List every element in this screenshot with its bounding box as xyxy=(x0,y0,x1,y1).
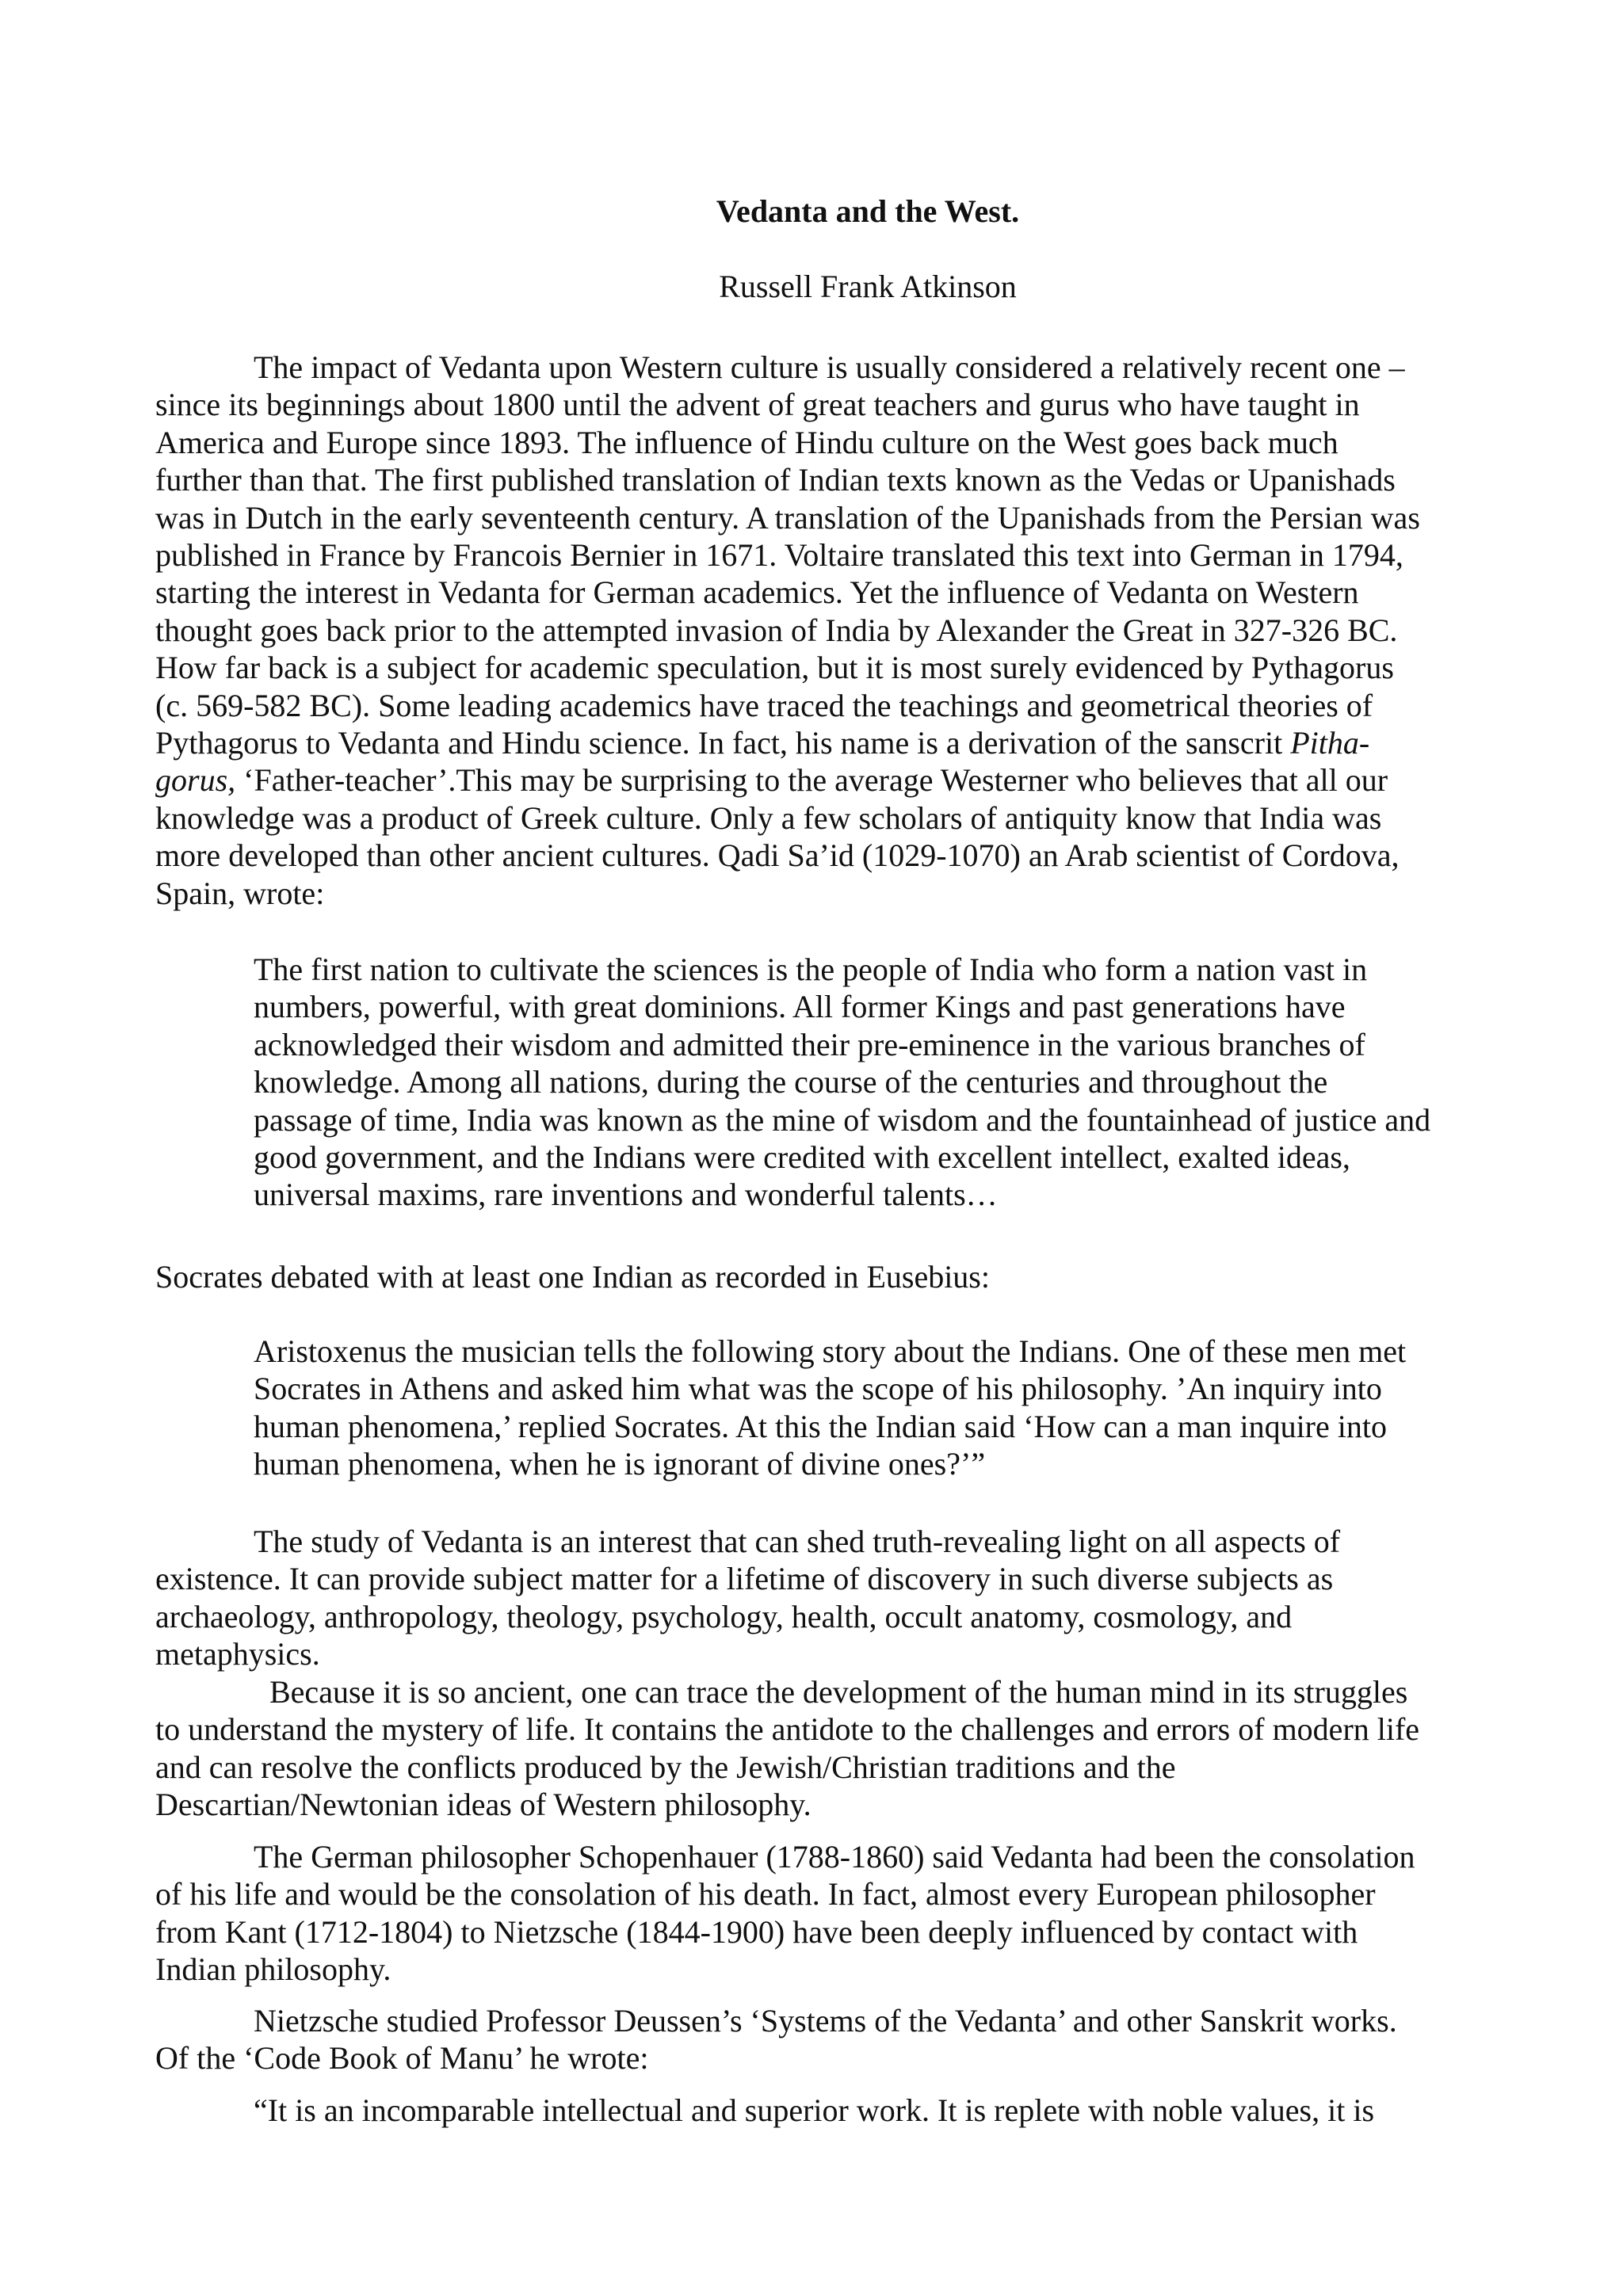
text-line: Of the ‘Code Book of Manu’ he wrote: xyxy=(155,2040,649,2077)
quote-line: knowledge. Among all nations, during the course of the centuries and throughout the xyxy=(254,1064,1328,1100)
paragraph-intro xyxy=(155,349,1487,912)
text-line: published in France by Francois Bernier in 1671. Voltaire translated this text into German in 1794, xyxy=(155,537,1403,574)
text-line: knowledge was a product of Greek culture. Only a few scholars of antiquity know that India was xyxy=(155,799,1382,836)
text-line: from Kant (1712-1804) to Nietzsche (1844-1900) have been deeply influenced by contact with xyxy=(155,1913,1358,1950)
text-line: America and Europe since 1893. The influence of Hindu culture on the West goes back much xyxy=(155,424,1338,460)
text-line xyxy=(155,761,1487,799)
text-line: The impact of Vedanta upon Western culture is usually considered a relatively recent one – xyxy=(254,349,1405,385)
text-line: to understand the mystery of life. It contains the antidote to the challenges and errors of modern life xyxy=(155,1711,1420,1748)
text-run: ‘Father-teacher’.This may be surprising to the average Westerner who believes that all our xyxy=(235,762,1388,799)
text-line: of his life and would be the consolation of his death. In fact, almost every European philosopher xyxy=(155,1876,1376,1913)
text-line: Nietzsche studied Professor Deussen’s ‘Systems of the Vedanta’ and other Sanskrit works. xyxy=(254,2003,1397,2039)
text-line: archaeology, anthropology, theology, psychology, health, occult anatomy, cosmology, and xyxy=(155,1598,1293,1634)
text-line: (c. 569-582 BC). Some leading academics have traced the teachings and geometrical theories of xyxy=(155,687,1373,723)
quote-line: passage of time, India was known as the mine of wisdom and the fountainhead of justice and xyxy=(254,1101,1431,1138)
text-line: thought goes back prior to the attempted invasion of India by Alexander the Great in 327-326 BC. xyxy=(155,612,1398,648)
quote-line: acknowledged their wisdom and admitted their pre-eminence in the various branches of xyxy=(254,1026,1365,1062)
quote-line: Socrates in Athens and asked him what was the scope of his philosophy. ’An inquiry into xyxy=(254,1371,1382,1407)
text-line xyxy=(155,724,1487,761)
text-line: How far back is a subject for academic speculation, but it is most surely evidenced by Pythagorus xyxy=(155,650,1394,686)
text-line: “It is an incomparable intellectual and superior work. It is replete with noble values, it is xyxy=(254,2092,1375,2128)
text-line: The study of Vedanta is an interest that can shed truth-revealing light on all aspects of xyxy=(254,1524,1341,1559)
blockquote-qadi-said xyxy=(254,951,1522,1214)
paragraph-study-of-vedanta xyxy=(155,1523,1487,1673)
text-line: since its beginnings about 1800 until the advent of great teachers and gurus who have taught in xyxy=(155,387,1360,423)
quote-line: human phenomena, when he is ignorant of divine ones?’” xyxy=(254,1446,986,1482)
quote-line: human phenomena,’ replied Socrates. At this the Indian said ‘How can a man inquire into xyxy=(254,1408,1387,1444)
paragraph-ancient xyxy=(155,1673,1487,1824)
quote-line: numbers, powerful, with great dominions. All former Kings and past generations have xyxy=(254,989,1346,1025)
paragraph-schopenhauer xyxy=(155,1838,1487,1989)
quote-line: good government, and the Indians were credited with excellent intellect, exalted ideas, xyxy=(254,1139,1350,1176)
quote-line: Aristoxenus the musician tells the following story about the Indians. One of these men met xyxy=(254,1333,1407,1369)
document-author: Russell Frank Atkinson xyxy=(719,269,1017,304)
italic-term: Pitha- xyxy=(1290,725,1370,761)
quote-line: The first nation to cultivate the sciences is the people of India who form a nation vast in xyxy=(254,952,1368,987)
document-title: Vedanta and the West. xyxy=(716,193,1020,229)
text-line: was in Dutch in the early seventeenth century. A translation of the Upanishads from the Persian was xyxy=(155,499,1420,536)
paragraph-socrates-intro xyxy=(155,1258,1487,1295)
text-line: existence. It can provide subject matter for a lifetime of discovery in such diverse subjects as xyxy=(155,1561,1334,1597)
italic-term: gorus, xyxy=(155,762,236,799)
text-line: The German philosopher Schopenhauer (1788-1860) said Vedanta had been the consolation xyxy=(254,1839,1415,1875)
text-run: Pythagorus to Vedanta and Hindu science. In fact, his name is a derivation of the sanscrit xyxy=(155,725,1291,761)
paragraph-manu-quote xyxy=(155,2092,1487,2129)
paragraph-nietzsche xyxy=(155,2002,1487,2077)
quote-line: universal maxims, rare inventions and wonderful talents… xyxy=(254,1177,998,1213)
blockquote-aristoxenus xyxy=(254,1333,1522,1483)
text-line: Because it is so ancient, one can trace the development of the human mind in its struggles xyxy=(269,1674,1408,1710)
text-line: Indian philosophy. xyxy=(155,1951,391,1988)
text-line: Descartian/Newtonian ideas of Western philosophy. xyxy=(155,1787,812,1823)
text-line: metaphysics. xyxy=(155,1636,320,1672)
text-line: more developed than other ancient cultures. Qadi Sa’id (1029-1070) an Arab scientist of Cordova, xyxy=(155,837,1400,874)
text-line: Spain, wrote: xyxy=(155,875,325,911)
text-line: Socrates debated with at least one Indian as recorded in Eusebius: xyxy=(155,1259,990,1295)
text-line: starting the interest in Vedanta for German academics. Yet the influence of Vedanta on Western xyxy=(155,574,1359,611)
text-line: and can resolve the conflicts produced by the Jewish/Christian traditions and the xyxy=(155,1749,1176,1785)
text-line: further than that. The first published translation of Indian texts known as the Vedas or Upanishads xyxy=(155,462,1396,498)
